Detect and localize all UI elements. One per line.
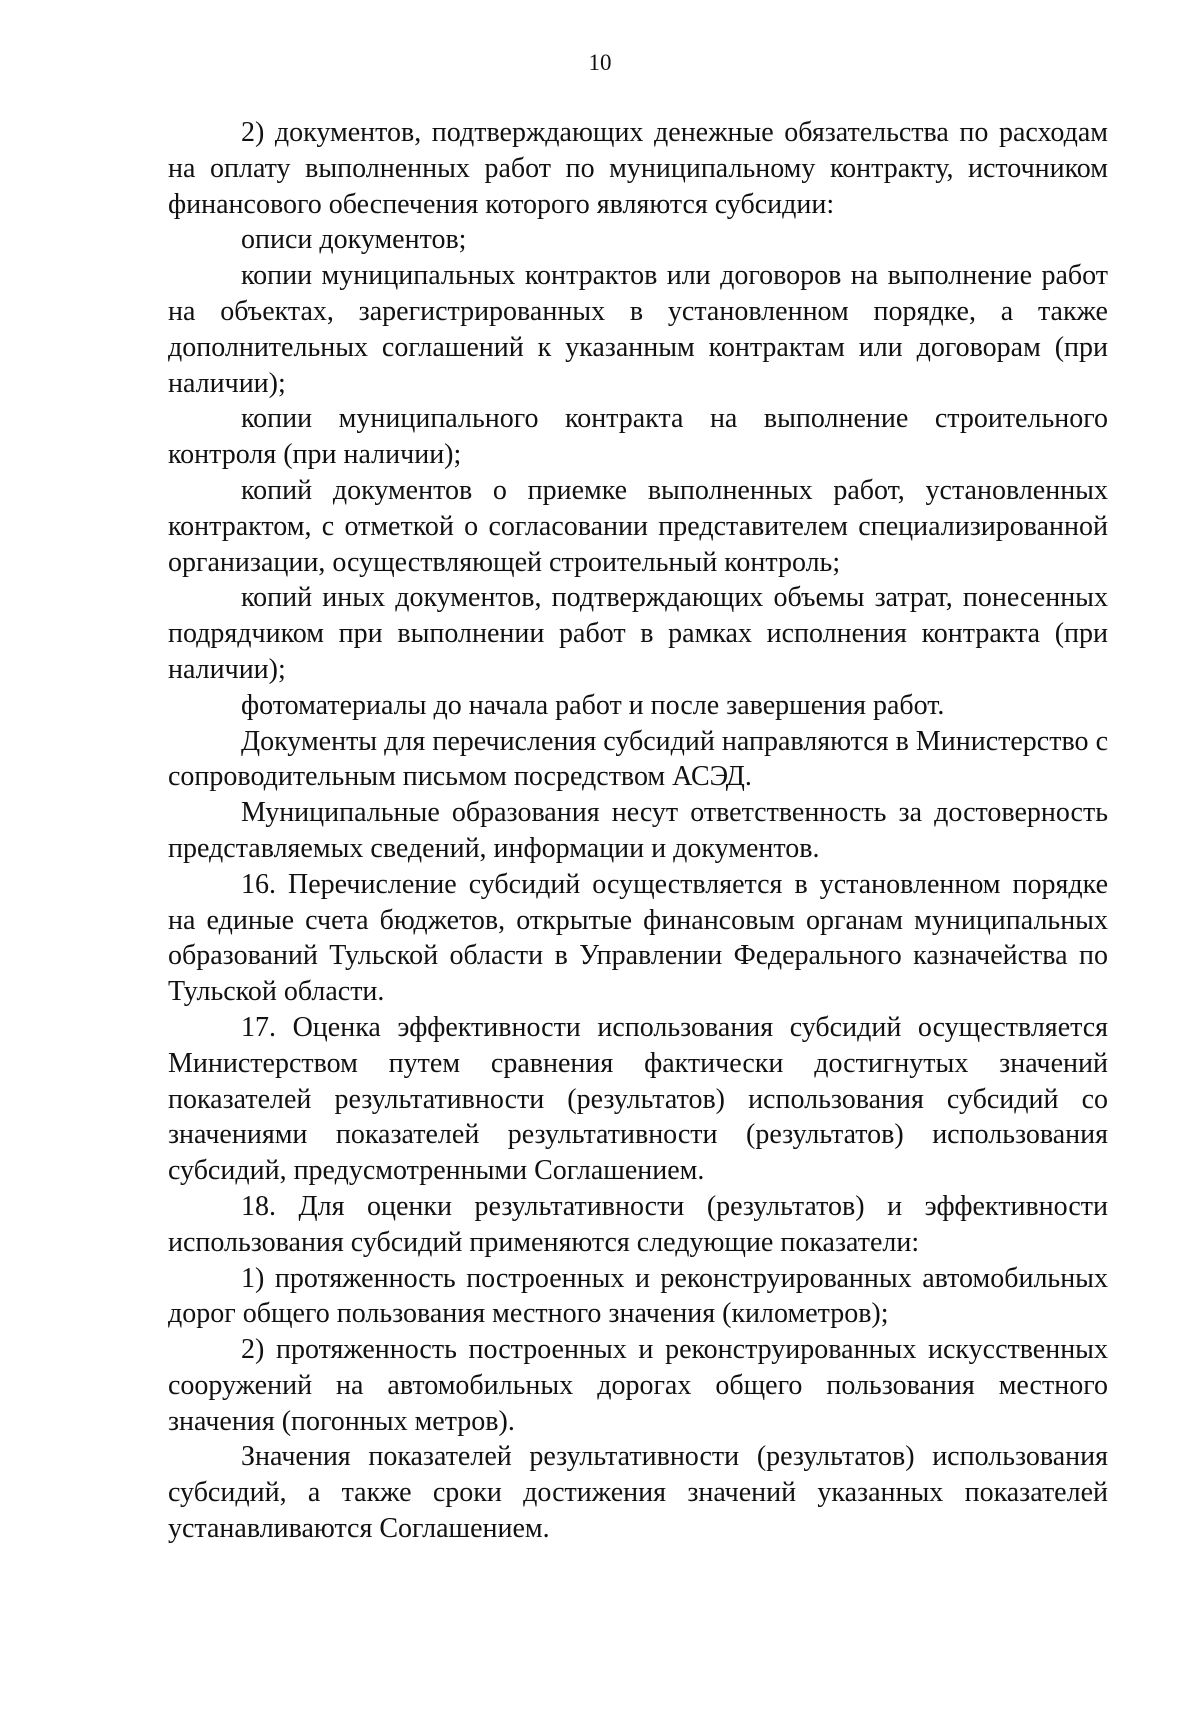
- document-body: [168, 115, 1108, 1547]
- paragraph-indicator-values: Значения показателей результативности (результатов) использования субсидий, а также сроки достижения значений указанных показателей устанавливаются Соглашением.: [168, 1441, 1108, 1545]
- paragraph-construction-control-contract: копии муниципального контракта на выполнение строительного контроля (при наличии);: [168, 403, 1108, 471]
- page-number: 10: [588, 50, 612, 75]
- paragraph-responsibility: Муниципальные образования несут ответственность за достоверность представляемых сведений, информации и документов.: [168, 797, 1108, 864]
- paragraph-indicator-roads: 1) протяженность построенных и реконструированных автомобильных дорог общего пользования местного значения (километров);: [168, 1262, 1108, 1330]
- paragraph-contract-copies: копии муниципальных контрактов или договоров на выполнение работ на объектах, зарегистрированных в установленном порядке, а также дополнительных соглашений к указанным контрактам или договорам (при наличии);: [168, 260, 1108, 399]
- paragraph-photo-materials: фотоматериалы до начала работ и после завершения работ.: [241, 689, 945, 721]
- paragraph-document-inventory: описи документов;: [241, 224, 467, 256]
- paragraph-other-documents: копий иных документов, подтверждающих объемы затрат, понесенных подрядчиком при выполнении работ в рамках исполнения контракта (при наличии);: [168, 582, 1108, 685]
- paragraph-item-2-documents: 2) документов, подтверждающих денежные обязательства по расходам на оплату выполненных работ по муниципальному контракту, источником финансового обеспечения которого являются субсидии:: [168, 117, 1108, 220]
- paragraph-documents-submission: Документы для перечисления субсидий направляются в Министерство с сопроводительным письмом посредством АСЭД.: [168, 725, 1108, 793]
- paragraph-section-17: 17. Оценка эффективности использования субсидий осуществляется Министерством путем сравнения фактически достигнутых значений показателей результативности (результатов) использования субсидий со значениями показателей результативности (результатов) использования субсидий, предусмотренными Соглашением.: [168, 1011, 1108, 1187]
- paragraph-indicator-structures: 2) протяженность построенных и реконструированных искусственных сооружений на автомобильных дорогах общего пользования местного значения (погонных метров).: [168, 1334, 1108, 1437]
- paragraph-section-18: 18. Для оценки результативности (результатов) и эффективности использования субсидий применяются следующие показатели:: [168, 1190, 1108, 1258]
- paragraph-acceptance-documents: копий документов о приемке выполненных работ, установленных контрактом, с отметкой о согласовании представителем специализированной организации, осуществляющей строительный контроль;: [168, 474, 1108, 578]
- paragraph-section-16: 16. Перечисление субсидий осуществляется в установленном порядке на единые счета бюджетов, открытые финансовым органам муниципальных образований Тульской области в Управлении Федерального казначейства по Тульской области.: [168, 868, 1108, 1008]
